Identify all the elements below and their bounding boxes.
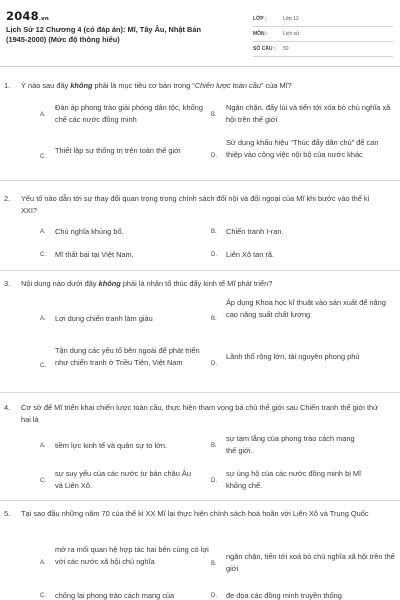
question-text-part: ” của Mĩ? xyxy=(260,81,292,90)
option-letter: A. xyxy=(40,229,46,235)
question-text xyxy=(4,80,386,92)
option-b[interactable] xyxy=(211,102,391,126)
option-b[interactable] xyxy=(211,433,391,457)
option-text: sự ủng hộ của các nước đồng minh bị Mĩ khống chế. xyxy=(226,469,362,490)
option-c[interactable] xyxy=(40,590,210,600)
option-letter: C. xyxy=(40,478,46,484)
question-number: 3. xyxy=(4,279,11,288)
option-b[interactable] xyxy=(211,297,391,333)
logo-main: 2048 xyxy=(6,9,39,23)
option-text: Tận dụng các yếu tố bên ngoài để phát triển như chiến tranh ở Triều Tiên, Việt Nam xyxy=(55,346,200,367)
option-a[interactable] xyxy=(40,226,210,240)
option-text: Áp dụng Khoa học kĩ thuật vào sản xuất để nâng cao năng suất chất lượng xyxy=(226,298,386,319)
option-text: sự suy yếu của các nước tư bản châu Âu và Liên Xô. xyxy=(55,469,191,490)
logo-suffix: .vn xyxy=(38,16,50,22)
meta-value: 50 xyxy=(283,46,289,52)
option-text: Đàn áp phong trào giải phóng dân tộc, khống chế các nước đồng minh xyxy=(55,103,203,124)
question-number: 2. xyxy=(4,194,11,203)
option-text: Thiết lập sự thống trị trên toàn thế giới xyxy=(55,146,181,155)
option-c[interactable] xyxy=(40,249,210,263)
header-divider xyxy=(0,66,400,67)
option-letter: C. xyxy=(40,363,46,369)
question-text xyxy=(4,193,386,217)
page-header xyxy=(0,0,400,66)
option-d[interactable] xyxy=(211,468,391,492)
meta-row-subject xyxy=(253,27,393,42)
option-a[interactable] xyxy=(40,102,210,126)
negation-emphasis: không xyxy=(70,81,93,90)
option-letter: A. xyxy=(40,560,46,566)
negation-emphasis: không xyxy=(98,279,121,288)
option-c[interactable] xyxy=(40,468,210,492)
option-letter: B. xyxy=(211,229,217,235)
question-number: 4. xyxy=(4,403,11,412)
option-letter: C. xyxy=(40,593,46,599)
option-a[interactable] xyxy=(40,440,210,454)
option-letter: C. xyxy=(40,154,46,160)
option-c[interactable] xyxy=(40,145,210,169)
meta-row-count xyxy=(253,42,393,57)
meta-key: SỐ CÂU : xyxy=(253,46,276,52)
question-number: 1. xyxy=(4,81,11,90)
option-letter: A. xyxy=(40,443,46,449)
option-text: tiềm lực kinh tế và quân sự to lớn. xyxy=(55,441,168,450)
option-text: Chiến tranh I-ran. xyxy=(226,227,284,236)
question-text-part: phải là nhân tố thúc đẩy kinh tế Mĩ phát triển? xyxy=(120,279,273,288)
option-letter: D. xyxy=(211,478,217,484)
question-divider xyxy=(0,392,400,393)
question-divider xyxy=(0,180,400,181)
site-logo[interactable] xyxy=(6,9,49,23)
option-d[interactable] xyxy=(211,351,391,375)
option-text: Chủ nghĩa khủng bố. xyxy=(55,227,124,236)
option-letter: B. xyxy=(211,443,217,449)
option-text: Ngăn chặn, đẩy lùi và tiến tới xóa bỏ chủ nghĩa xã hội trên thế giới xyxy=(226,103,391,124)
option-d[interactable] xyxy=(211,590,391,600)
question-text-part: Tại sao đầu những năm 70 của thế kỉ XX Mĩ lại thực hiện chính sách hoà hoãn với Liên Xô và Trung Quốc xyxy=(21,509,369,518)
question-number: 5. xyxy=(4,509,11,518)
option-text: Sử dụng khẩu hiệu “Thúc đẩy dân chủ” để can thiệp vào công việc nội bộ của nước khác xyxy=(226,138,379,159)
option-d[interactable] xyxy=(211,249,391,263)
option-b[interactable] xyxy=(211,226,391,240)
question-text-part: Ý nào sau đây xyxy=(21,81,71,90)
option-text: mở ra mối quan hệ hợp tác hai bên cùng có lợi với các nước xã hội chủ nghĩa xyxy=(55,545,209,566)
question-text-part: Yếu tố nào dẫn tới sự thay đổi quan trọng trong chính sách đối nội và đối ngoại của Mĩ khi bước vào thế kỉ XXI? xyxy=(21,194,370,215)
option-letter: A. xyxy=(40,316,46,322)
option-letter: A. xyxy=(40,112,46,118)
option-letter: D. xyxy=(211,361,217,367)
option-text: chống lại phong trào cách mạng của xyxy=(55,591,175,600)
option-letter: D. xyxy=(211,252,217,258)
meta-value: Lớp 12 xyxy=(283,16,299,22)
question-text-part: Cơ sở để Mĩ triển khai chiến lược toàn cầu, thực hiện tham vọng bá chủ thế giới sau Chiến tranh thế giới thứ hai là xyxy=(21,403,379,424)
option-d[interactable] xyxy=(211,137,391,173)
option-text: ngăn chặn, tiến tới xoá bỏ chủ nghĩa xã hội trên thế giới xyxy=(226,552,395,573)
option-letter: D. xyxy=(211,153,217,159)
italic-term: Chiến lược toàn cầu xyxy=(194,81,261,90)
option-a[interactable] xyxy=(40,544,210,580)
meta-value: Lịch sử xyxy=(283,31,300,37)
page-title: Lịch Sử 12 Chương 4 (có đáp án): Mĩ, Tây Âu, Nhật Bản (1945-2000) (Mức độ thông hiểu) xyxy=(6,25,201,44)
option-letter: B. xyxy=(211,561,217,567)
question-divider xyxy=(0,270,400,271)
option-letter: C. xyxy=(40,252,46,258)
option-letter: B. xyxy=(211,316,217,322)
meta-table xyxy=(253,12,393,57)
question-text xyxy=(4,402,386,426)
option-b[interactable] xyxy=(211,551,395,575)
question-text xyxy=(4,278,386,290)
option-text: Liên Xô tan rã. xyxy=(226,250,275,259)
option-letter: D. xyxy=(211,593,217,599)
option-text: Lợi dụng chiến tranh làm giàu xyxy=(55,314,153,323)
meta-key: LỚP : xyxy=(253,16,267,22)
option-text: sự tạm lắng của phong trào cách mạng thế giới. xyxy=(226,434,355,455)
option-text: đe dọa các đồng minh truyền thống xyxy=(226,591,342,600)
option-letter: B. xyxy=(211,112,217,118)
option-a[interactable] xyxy=(40,313,210,327)
meta-key: MÔN : xyxy=(253,31,268,37)
meta-row-class xyxy=(253,12,393,27)
option-c[interactable] xyxy=(40,345,210,381)
question-text xyxy=(4,508,386,520)
question-text-part: Nội dung nào dưới đây xyxy=(21,279,99,288)
option-text: Lãnh thổ rộng lớn, tài nguyên phong phú xyxy=(226,352,360,361)
option-text: Mĩ thất bại tại Việt Nam. xyxy=(55,250,134,259)
question-text-part: phải là mục tiêu cơ bản trong “ xyxy=(92,81,195,90)
question-divider xyxy=(0,500,400,501)
